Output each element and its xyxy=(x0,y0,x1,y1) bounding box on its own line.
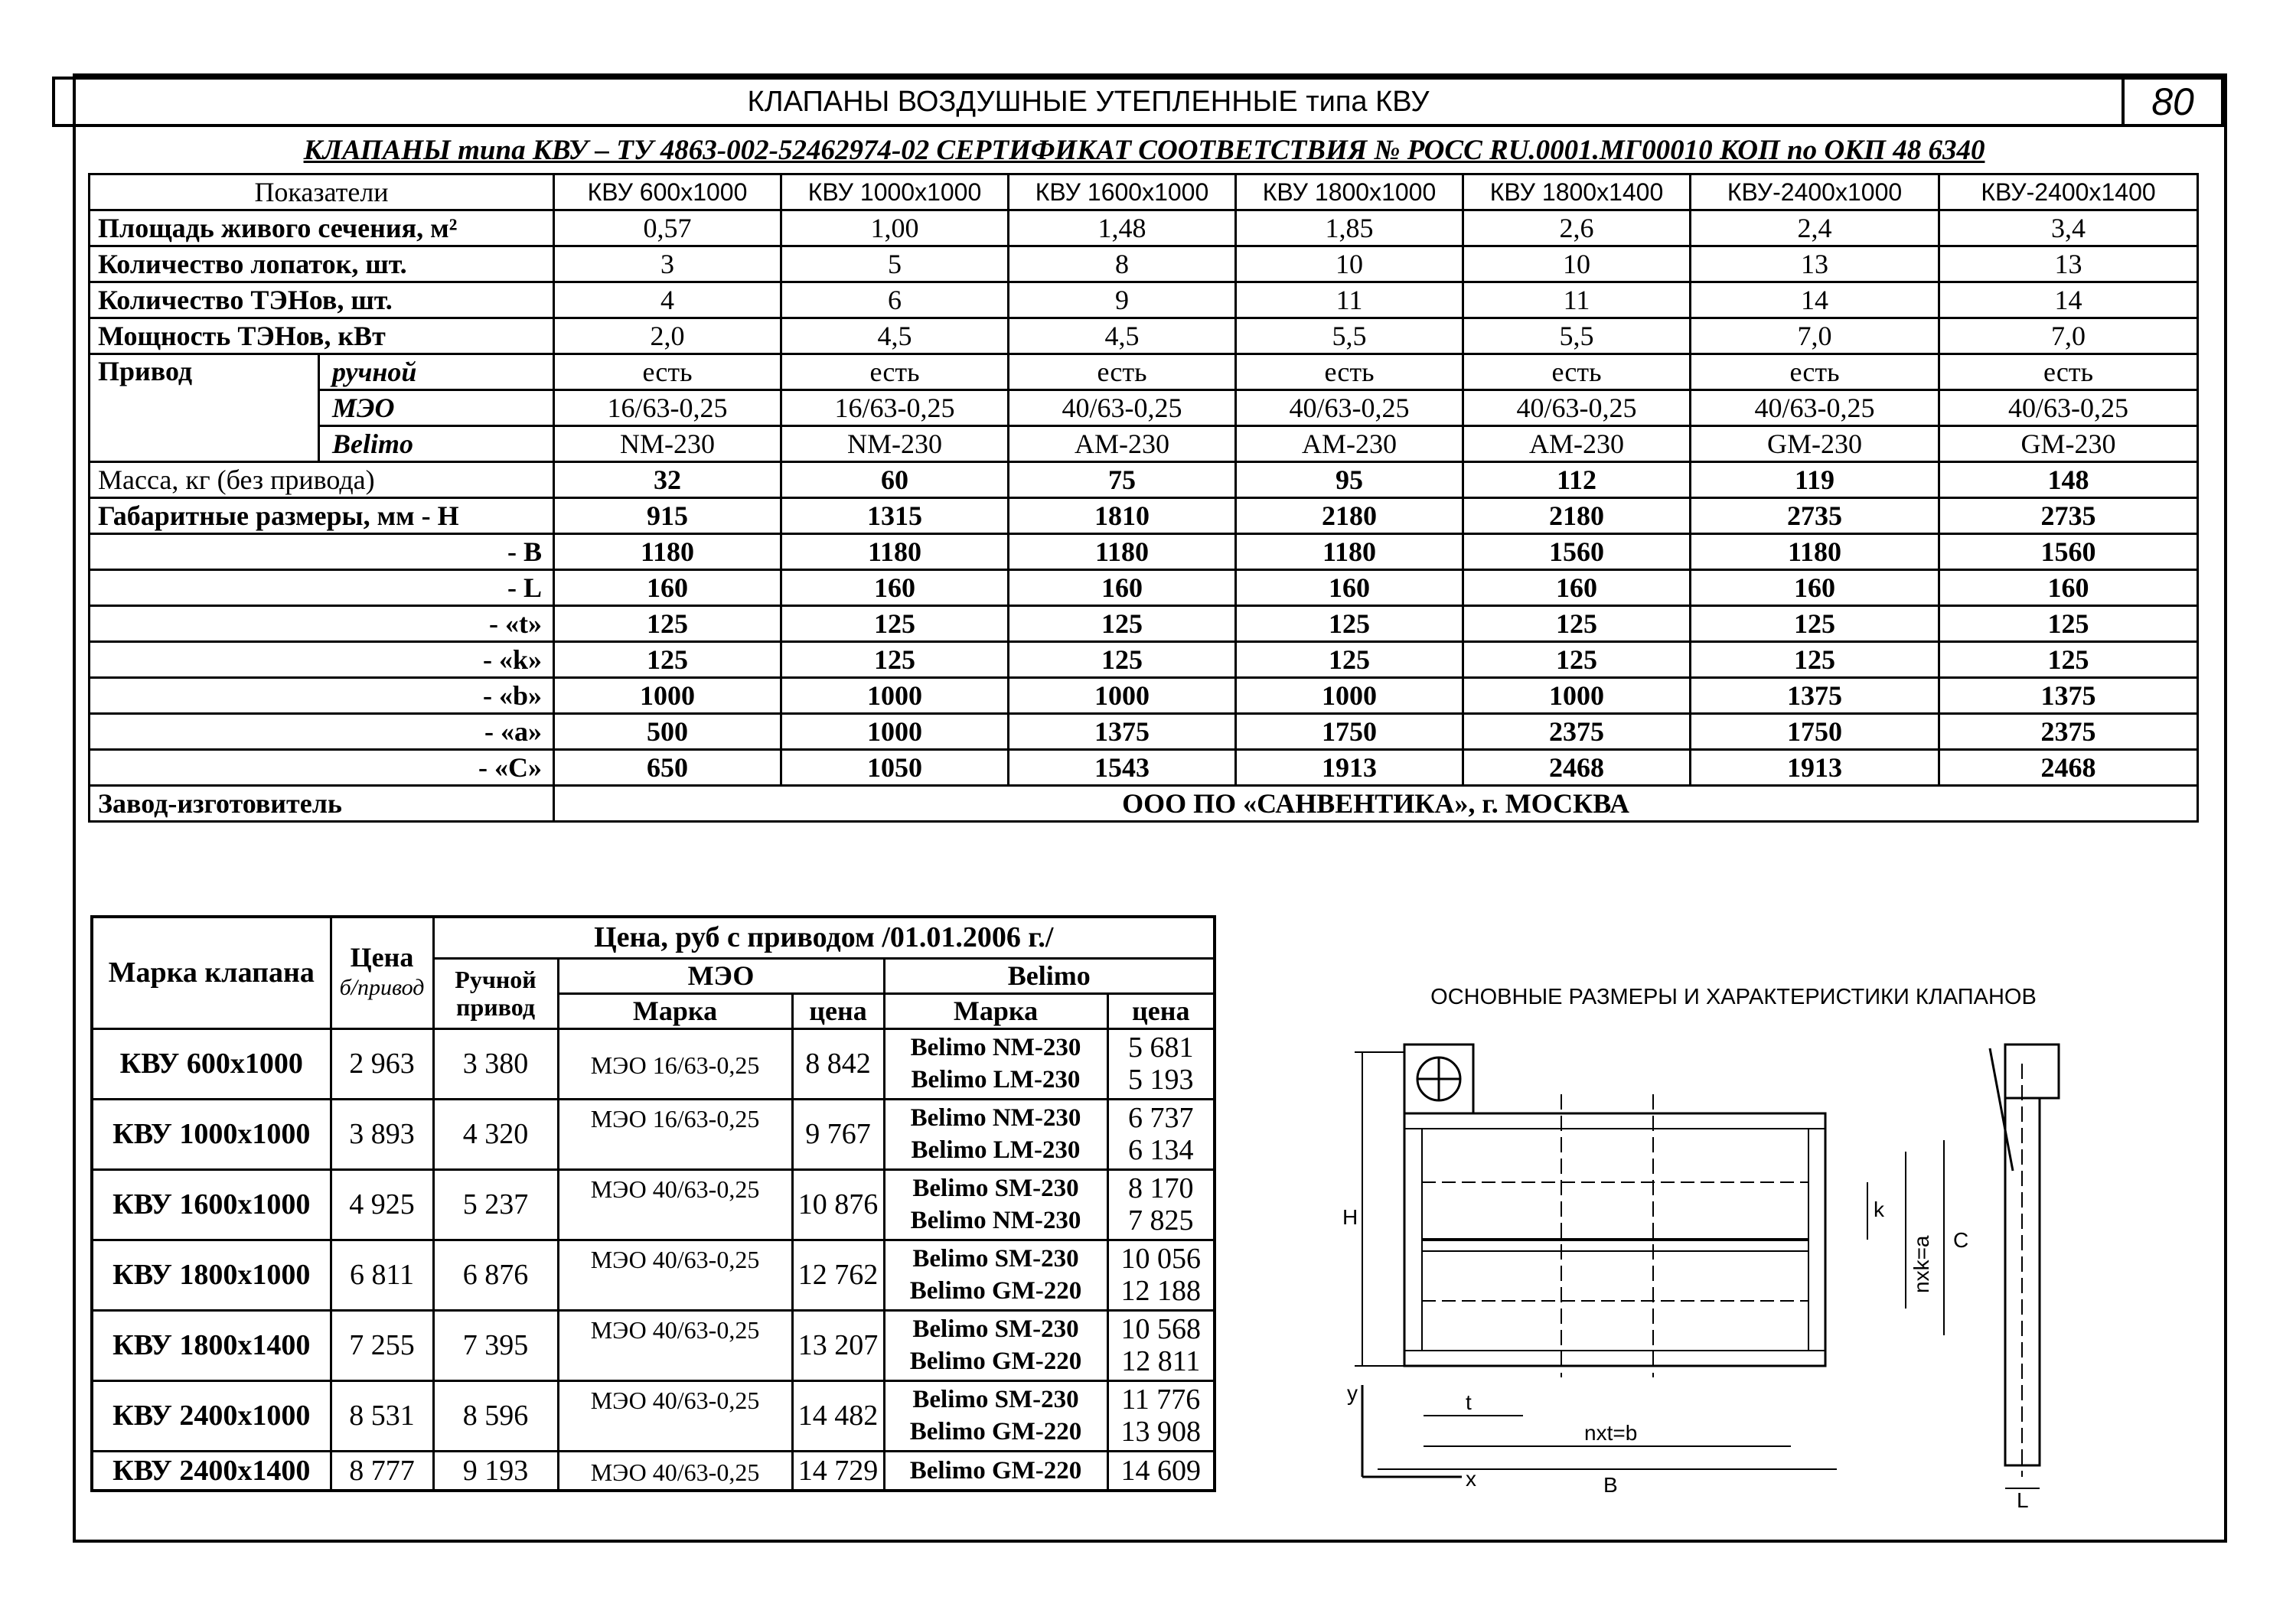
spec-manufacturer: ООО ПО «САНВЕНТИКА», г. МОСКВА xyxy=(554,786,2198,822)
spec-cell: 10 xyxy=(1463,246,1691,282)
spec-row-dim_b xyxy=(90,534,2198,570)
price-belimo-price-2: 7 825 xyxy=(1128,1204,1194,1237)
price-belimo-mark-2: Belimo LM-230 xyxy=(911,1136,1081,1164)
spec-cell: 1750 xyxy=(1691,714,1939,750)
diagram-labels xyxy=(1342,1198,2029,1507)
spec-cell: GM-230 xyxy=(1939,426,2198,462)
price-belimo-mark-1: Belimo SM-230 xyxy=(912,1175,1079,1202)
label-h: H xyxy=(1342,1205,1358,1229)
page-number: 80 xyxy=(2122,80,2221,124)
price-header-meo: МЭО xyxy=(558,958,884,993)
price-row xyxy=(92,1028,1215,1099)
label-y: y xyxy=(1347,1381,1358,1405)
price-belimo-price-2: 13 908 xyxy=(1120,1416,1202,1448)
spec-label-drive-meo: МЭО xyxy=(319,390,554,426)
spec-cell: 125 xyxy=(1939,642,2198,678)
price-belimo-price xyxy=(1107,1451,1215,1491)
spec-cell: 10 xyxy=(1236,246,1463,282)
price-meo-mark: МЭО 40/63-0,25 xyxy=(558,1240,792,1310)
spec-cell: 8 xyxy=(1009,246,1236,282)
price-meo-price: 12 762 xyxy=(792,1240,884,1310)
spec-cell: 2468 xyxy=(1463,750,1691,786)
spec-cell: NM-230 xyxy=(554,426,781,462)
spec-cell: 1,85 xyxy=(1236,210,1463,246)
spec-header-row xyxy=(90,174,2198,210)
spec-label-power: Мощность ТЭНов, кВт xyxy=(90,318,554,354)
spec-cell: 125 xyxy=(1463,606,1691,642)
spec-cell: 1750 xyxy=(1236,714,1463,750)
spec-cell: 125 xyxy=(554,606,781,642)
price-meo-mark: МЭО 40/63-0,25 xyxy=(558,1310,792,1380)
spec-row-dim_h xyxy=(90,498,2198,534)
price-belimo-mark-1: Belimo GM-220 xyxy=(909,1456,1082,1484)
spec-cell: 7,0 xyxy=(1691,318,1939,354)
spec-cell: 4,5 xyxy=(781,318,1009,354)
spec-cell: 1000 xyxy=(781,678,1009,714)
header-bar xyxy=(52,77,2224,127)
spec-cell: 125 xyxy=(1009,642,1236,678)
spec-label-dim_l: - L xyxy=(90,570,554,606)
spec-cell: 500 xyxy=(554,714,781,750)
spec-cell: 2180 xyxy=(1236,498,1463,534)
spec-row-dim_k xyxy=(90,642,2198,678)
spec-row-dim_bb xyxy=(90,678,2198,714)
price-base: 7 255 xyxy=(331,1310,433,1380)
page-title: КЛАПАНЫ ВОЗДУШНЫЕ УТЕПЛЕННЫЕ типа КВУ xyxy=(747,86,1430,118)
price-meo-mark: МЭО 40/63-0,25 xyxy=(558,1380,792,1451)
price-base: 6 811 xyxy=(331,1240,433,1310)
spec-cell: 2735 xyxy=(1691,498,1939,534)
spec-cell: 125 xyxy=(1691,642,1939,678)
spec-cell: 1,00 xyxy=(781,210,1009,246)
price-belimo-price-1: 6 737 xyxy=(1128,1102,1194,1134)
price-model: КВУ 2400х1000 xyxy=(92,1380,331,1451)
spec-row-blades xyxy=(90,246,2198,282)
spec-cell: есть xyxy=(1691,354,1939,390)
price-meo-price: 9 767 xyxy=(792,1099,884,1169)
spec-cell: есть xyxy=(1236,354,1463,390)
spec-row-drive-meo xyxy=(90,390,2198,426)
spec-cell: 3,4 xyxy=(1939,210,2198,246)
spec-cell: 2180 xyxy=(1463,498,1691,534)
spec-header-model: КВУ-2400х1400 xyxy=(1939,174,2198,210)
diagram-title: ОСНОВНЫЕ РАЗМЕРЫ И ХАРАКТЕРИСТИКИ КЛАПАНОВ xyxy=(1430,985,2037,1009)
price-row xyxy=(92,1451,1215,1491)
spec-cell: 125 xyxy=(1236,606,1463,642)
spec-cell: есть xyxy=(1939,354,2198,390)
price-belimo-mark-1: Belimo SM-230 xyxy=(912,1315,1079,1343)
price-model: КВУ 600х1000 xyxy=(92,1028,331,1099)
spec-cell: есть xyxy=(554,354,781,390)
spec-cell: 95 xyxy=(1236,462,1463,498)
spec-row-dim_t xyxy=(90,606,2198,642)
spec-header-model: КВУ-2400х1000 xyxy=(1691,174,1939,210)
spec-cell: 1180 xyxy=(781,534,1009,570)
spec-cell: 1180 xyxy=(1009,534,1236,570)
price-meo-price: 13 207 xyxy=(792,1310,884,1380)
price-meo-price: 8 842 xyxy=(792,1028,884,1099)
spec-cell: 125 xyxy=(554,642,781,678)
spec-label-dim_t: - «t» xyxy=(90,606,554,642)
price-meo-mark: МЭО 16/63-0,25 xyxy=(558,1028,792,1099)
price-header-manual: Ручной привод xyxy=(433,958,558,1028)
spec-cell: 9 xyxy=(1009,282,1236,318)
price-header-meo-price: цена xyxy=(792,993,884,1028)
price-belimo-mark xyxy=(884,1169,1107,1240)
price-manual: 4 320 xyxy=(433,1099,558,1169)
spec-label-blades: Количество лопаток, шт. xyxy=(90,246,554,282)
spec-cell: 4,5 xyxy=(1009,318,1236,354)
spec-cell: 112 xyxy=(1463,462,1691,498)
price-row xyxy=(92,1310,1215,1380)
spec-cell: 16/63-0,25 xyxy=(781,390,1009,426)
price-meo-price: 14 729 xyxy=(792,1451,884,1491)
price-meo-price: 14 482 xyxy=(792,1380,884,1451)
spec-cell: 125 xyxy=(1939,606,2198,642)
price-belimo-price xyxy=(1107,1169,1215,1240)
label-nk: nxk=a xyxy=(1910,1235,1933,1293)
spec-cell: 16/63-0,25 xyxy=(554,390,781,426)
price-header-meo-mark: Марка xyxy=(558,993,792,1028)
price-row xyxy=(92,1240,1215,1310)
spec-cell: 2,6 xyxy=(1463,210,1691,246)
spec-cell: 119 xyxy=(1691,462,1939,498)
spec-cell: 125 xyxy=(781,606,1009,642)
price-model: КВУ 1600х1000 xyxy=(92,1169,331,1240)
spec-cell: 2735 xyxy=(1939,498,2198,534)
spec-cell: 7,0 xyxy=(1939,318,2198,354)
price-belimo-mark-2: Belimo GM-220 xyxy=(909,1277,1082,1305)
label-b: B xyxy=(1603,1473,1618,1497)
spec-cell: есть xyxy=(1009,354,1236,390)
spec-cell: 1315 xyxy=(781,498,1009,534)
frame-left-flange xyxy=(1404,1129,1422,1351)
price-base: 3 893 xyxy=(331,1099,433,1169)
spec-cell: 1050 xyxy=(781,750,1009,786)
spec-cell: 1375 xyxy=(1691,678,1939,714)
frame-right-flange xyxy=(1808,1129,1825,1351)
price-belimo-price xyxy=(1107,1310,1215,1380)
price-manual: 3 380 xyxy=(433,1028,558,1099)
price-base: 8 777 xyxy=(331,1451,433,1491)
spec-cell: 2,0 xyxy=(554,318,781,354)
price-belimo-mark-1: Belimo SM-230 xyxy=(912,1386,1079,1413)
spec-cell: 148 xyxy=(1939,462,2198,498)
spec-cell: 14 xyxy=(1691,282,1939,318)
price-belimo-price xyxy=(1107,1240,1215,1310)
spec-cell: 1375 xyxy=(1939,678,2198,714)
spec-cell: 1,48 xyxy=(1009,210,1236,246)
spec-label-dim_c: - «С» xyxy=(90,750,554,786)
spec-cell: 1913 xyxy=(1691,750,1939,786)
spec-cell: 1560 xyxy=(1463,534,1691,570)
spec-cell: AM-230 xyxy=(1463,426,1691,462)
spec-cell: 40/63-0,25 xyxy=(1939,390,2198,426)
price-belimo-mark-1: Belimo NM-230 xyxy=(910,1104,1081,1132)
spec-cell: 1180 xyxy=(1691,534,1939,570)
label-x: x xyxy=(1466,1467,1476,1491)
spec-cell: 14 xyxy=(1939,282,2198,318)
spec-cell: 40/63-0,25 xyxy=(1236,390,1463,426)
spec-cell: 60 xyxy=(781,462,1009,498)
spec-cell: 160 xyxy=(781,570,1009,606)
spec-label-mass: Масса, кг (без привода) xyxy=(90,462,554,498)
spec-table xyxy=(88,173,2199,823)
spec-cell: 650 xyxy=(554,750,781,786)
certificate-line: КЛАПАНЫ типа КВУ – ТУ 4863-002-52462974-02 СЕРТИФИКАТ СООТВЕТСТВИЯ № РОСС RU.0001.МГ00010 КОП по ОКП 48 6340 xyxy=(303,135,1985,166)
spec-cell: 915 xyxy=(554,498,781,534)
price-belimo-price-1: 11 776 xyxy=(1121,1383,1201,1416)
spec-cell: 2,4 xyxy=(1691,210,1939,246)
price-belimo-price-2: 6 134 xyxy=(1128,1134,1194,1166)
spec-cell: 4 xyxy=(554,282,781,318)
spec-cell: GM-230 xyxy=(1691,426,1939,462)
side-lever xyxy=(1990,1048,2013,1171)
spec-cell: 75 xyxy=(1009,462,1236,498)
spec-cell: 160 xyxy=(1236,570,1463,606)
spec-cell: 160 xyxy=(1009,570,1236,606)
spec-label-drive-belimo: Belimo xyxy=(319,426,554,462)
spec-cell: AM-230 xyxy=(1236,426,1463,462)
spec-label-manufacturer: Завод-изготовитель xyxy=(90,786,554,822)
price-belimo-mark xyxy=(884,1451,1107,1491)
spec-cell: 1000 xyxy=(1236,678,1463,714)
spec-cell: 1180 xyxy=(554,534,781,570)
price-header-group: Цена, руб с приводом /01.01.2006 г./ xyxy=(433,917,1215,958)
price-belimo-mark-2: Belimo GM-220 xyxy=(909,1348,1082,1375)
label-c: C xyxy=(1953,1228,1969,1252)
price-header-price-sub: б/привод xyxy=(339,975,425,1001)
spec-cell: 5,5 xyxy=(1236,318,1463,354)
spec-cell: 160 xyxy=(1463,570,1691,606)
spec-cell: 0,57 xyxy=(554,210,781,246)
side-actuator xyxy=(2005,1045,2059,1098)
spec-cell: 1000 xyxy=(1463,678,1691,714)
spec-cell: 11 xyxy=(1463,282,1691,318)
price-base: 4 925 xyxy=(331,1169,433,1240)
price-belimo-mark xyxy=(884,1028,1107,1099)
price-manual: 6 876 xyxy=(433,1240,558,1310)
spec-label-drive: Привод xyxy=(90,354,319,462)
label-nt: nxt=b xyxy=(1584,1421,1638,1445)
price-belimo-price-2: 5 193 xyxy=(1128,1064,1194,1096)
price-belimo-price-1: 5 681 xyxy=(1128,1031,1194,1064)
price-belimo-price xyxy=(1107,1380,1215,1451)
spec-cell: NM-230 xyxy=(781,426,1009,462)
spec-cell: 125 xyxy=(1463,642,1691,678)
price-belimo-mark-2: Belimo LM-230 xyxy=(911,1066,1081,1093)
spec-label-dim_k: - «k» xyxy=(90,642,554,678)
spec-row-area xyxy=(90,210,2198,246)
spec-cell: 1000 xyxy=(1009,678,1236,714)
spec-cell: 1543 xyxy=(1009,750,1236,786)
spec-cell: 5 xyxy=(781,246,1009,282)
price-manual: 7 395 xyxy=(433,1310,558,1380)
spec-label-dim_b: - В xyxy=(90,534,554,570)
spec-label-drive-manual: ручной xyxy=(319,354,554,390)
price-manual: 9 193 xyxy=(433,1451,558,1491)
price-model: КВУ 1000х1000 xyxy=(92,1099,331,1169)
price-base: 8 531 xyxy=(331,1380,433,1451)
spec-header-model: КВУ 1800х1000 xyxy=(1236,174,1463,210)
price-belimo-mark-2: Belimo NM-230 xyxy=(910,1207,1081,1234)
spec-cell: 1913 xyxy=(1236,750,1463,786)
label-l: L xyxy=(2017,1488,2029,1507)
spec-cell: есть xyxy=(781,354,1009,390)
price-belimo-price-2: 12 811 xyxy=(1121,1345,1201,1377)
spec-cell: 125 xyxy=(1236,642,1463,678)
spec-cell: 1560 xyxy=(1939,534,2198,570)
spec-cell: 13 xyxy=(1691,246,1939,282)
price-header-price-label: Цена xyxy=(350,942,414,973)
price-belimo-mark xyxy=(884,1380,1107,1451)
spec-label-area: Площадь живого сечения, м² xyxy=(90,210,554,246)
spec-row-dim_l xyxy=(90,570,2198,606)
price-belimo-price-2: 12 188 xyxy=(1120,1275,1202,1307)
spec-cell: 1375 xyxy=(1009,714,1236,750)
price-base: 2 963 xyxy=(331,1028,433,1099)
spec-cell: AM-230 xyxy=(1009,426,1236,462)
spec-header-model: КВУ 1600х1000 xyxy=(1009,174,1236,210)
price-meo-mark: МЭО 40/63-0,25 xyxy=(558,1451,792,1491)
spec-cell: 2468 xyxy=(1939,750,2198,786)
price-belimo-mark xyxy=(884,1240,1107,1310)
spec-cell: 6 xyxy=(781,282,1009,318)
spec-header-model: КВУ 1800х1400 xyxy=(1463,174,1691,210)
spec-row-power xyxy=(90,318,2198,354)
spec-cell: 11 xyxy=(1236,282,1463,318)
spec-label-heaters: Количество ТЭНов, шт. xyxy=(90,282,554,318)
spec-cell: 125 xyxy=(1691,606,1939,642)
spec-row-manufacturer xyxy=(90,786,2198,822)
price-meo-mark: МЭО 40/63-0,25 xyxy=(558,1169,792,1240)
spec-row-drive-belimo xyxy=(90,426,2198,462)
spec-cell: 160 xyxy=(554,570,781,606)
price-belimo-mark xyxy=(884,1099,1107,1169)
price-manual: 8 596 xyxy=(433,1380,558,1451)
price-model: КВУ 1800х1400 xyxy=(92,1310,331,1380)
spec-header-label: Показатели xyxy=(90,174,554,210)
price-belimo-mark-1: Belimo NM-230 xyxy=(910,1034,1081,1061)
price-belimo-price-1: 10 568 xyxy=(1120,1313,1202,1345)
price-model: КВУ 1800х1000 xyxy=(92,1240,331,1310)
dimension-diagram xyxy=(1332,1018,2112,1507)
spec-cell: 125 xyxy=(1009,606,1236,642)
spec-cell: 125 xyxy=(781,642,1009,678)
price-belimo-price xyxy=(1107,1028,1215,1099)
price-belimo-price xyxy=(1107,1099,1215,1169)
spec-cell: 1000 xyxy=(554,678,781,714)
spec-label-dim_bb: - «b» xyxy=(90,678,554,714)
price-table xyxy=(90,915,1216,1492)
spec-label-dim_a: - «a» xyxy=(90,714,554,750)
price-header-belimo: Belimo xyxy=(884,958,1215,993)
side-view xyxy=(1990,1045,2059,1488)
price-belimo-price-1: 14 609 xyxy=(1120,1454,1202,1487)
price-belimo-mark xyxy=(884,1310,1107,1380)
price-belimo-mark-2: Belimo GM-220 xyxy=(909,1418,1082,1445)
spec-cell: 1180 xyxy=(1236,534,1463,570)
spec-label-dim_h: Габаритные размеры, мм - Н xyxy=(90,498,554,534)
spec-cell: 2375 xyxy=(1463,714,1691,750)
price-row xyxy=(92,1169,1215,1240)
spec-cell: 160 xyxy=(1939,570,2198,606)
price-model: КВУ 2400х1400 xyxy=(92,1451,331,1491)
spec-header-model: КВУ 1000х1000 xyxy=(781,174,1009,210)
spec-row-dim_a xyxy=(90,714,2198,750)
label-t: t xyxy=(1466,1390,1472,1414)
label-k: k xyxy=(1874,1198,1884,1221)
price-belimo-mark-1: Belimo SM-230 xyxy=(912,1245,1079,1273)
spec-cell: 13 xyxy=(1939,246,2198,282)
price-header-model: Марка клапана xyxy=(92,917,331,1028)
price-belimo-price-1: 10 056 xyxy=(1120,1243,1202,1275)
price-header-belimo-price: цена xyxy=(1107,993,1215,1028)
price-meo-mark: МЭО 16/63-0,25 xyxy=(558,1099,792,1169)
spec-row-drive-manual xyxy=(90,354,2198,390)
spec-cell: 40/63-0,25 xyxy=(1009,390,1236,426)
price-row xyxy=(92,1099,1215,1169)
spec-cell: 40/63-0,25 xyxy=(1691,390,1939,426)
price-meo-price: 10 876 xyxy=(792,1169,884,1240)
spec-cell: есть xyxy=(1463,354,1691,390)
spec-cell: 3 xyxy=(554,246,781,282)
spec-cell: 40/63-0,25 xyxy=(1463,390,1691,426)
spec-cell: 32 xyxy=(554,462,781,498)
spec-cell: 5,5 xyxy=(1463,318,1691,354)
spec-row-heaters xyxy=(90,282,2198,318)
spec-cell: 1810 xyxy=(1009,498,1236,534)
price-manual: 5 237 xyxy=(433,1169,558,1240)
spec-row-mass xyxy=(90,462,2198,498)
spec-header-model: КВУ 600х1000 xyxy=(554,174,781,210)
spec-cell: 1000 xyxy=(781,714,1009,750)
spec-cell: 2375 xyxy=(1939,714,2198,750)
spec-row-dim_c xyxy=(90,750,2198,786)
price-header-price xyxy=(331,917,433,1028)
spec-cell: 160 xyxy=(1691,570,1939,606)
price-row xyxy=(92,1380,1215,1451)
front-view xyxy=(1355,1045,1944,1477)
price-header-belimo-mark: Марка xyxy=(884,993,1107,1028)
price-belimo-price-1: 8 170 xyxy=(1128,1172,1194,1204)
